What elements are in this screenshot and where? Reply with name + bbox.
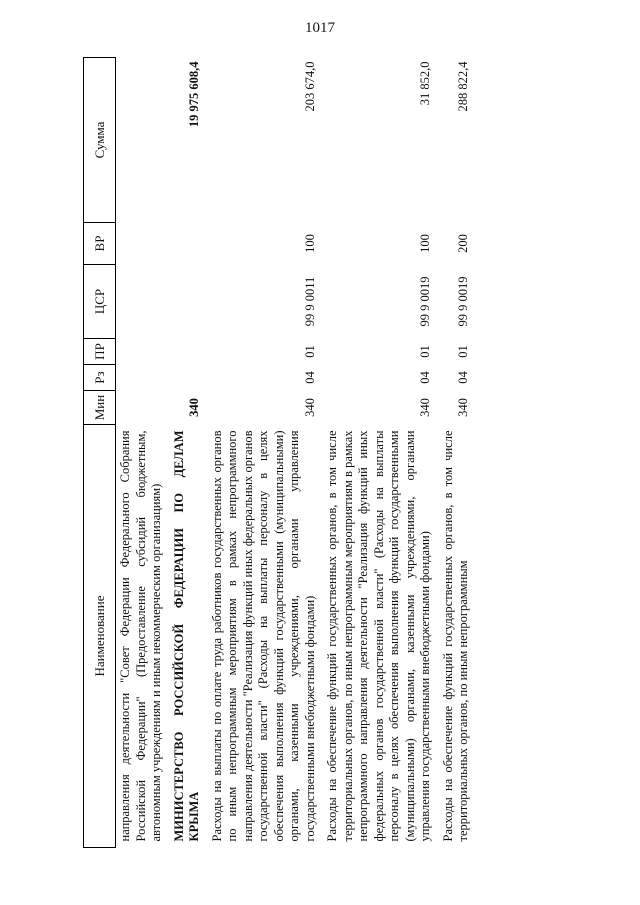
- cell-rz: 04: [456, 371, 470, 384]
- cell-pr: [116, 339, 172, 365]
- header-rz: Рз: [84, 365, 116, 391]
- cell-min: 340: [456, 398, 470, 417]
- cell-csr: 99 9 0011: [302, 276, 317, 327]
- cell-name: МИНИСТЕРСТВО РОССИЙСКОЙ ФЕДЕРАЦИИ ПО ДЕЛАМ КРЫМА: [171, 430, 201, 842]
- table-row: [116, 58, 172, 848]
- cell-sum: 19 975 608,4: [187, 61, 201, 128]
- cell-sum: 203 674,0: [302, 61, 317, 112]
- header-vr: ВР: [84, 223, 116, 265]
- cell-rz: [116, 365, 172, 391]
- table-row-section: [172, 58, 210, 848]
- cell-pr: [172, 339, 210, 365]
- cell-min: 340: [187, 398, 201, 417]
- cell-min: 340: [418, 398, 432, 417]
- cell-rz: [172, 365, 210, 391]
- header-pr: ПР: [84, 339, 116, 365]
- cell-vr: 100: [302, 234, 317, 253]
- cell-sum: 31 852,0: [418, 61, 432, 106]
- cell-vr: [116, 223, 172, 265]
- cell-name: Расходы на выплаты по оплате труда работников государственных органов по иным непрограммным мероприятиям в рамках непрограммного направления деятельности "Реализация функций иных федеральных органов государственной власти" (Расходы на выплаты персоналу в целях обеспечения выполнения функций государственными (муниципальными) органами, казенными учреждениями, органами управления государственными внебюджетными фондами): [209, 430, 317, 842]
- table-row: [441, 58, 479, 848]
- cell-vr: 200: [456, 234, 470, 253]
- table-row: [325, 58, 441, 848]
- page-number: 1017: [305, 20, 335, 36]
- table-header: [84, 58, 116, 848]
- cell-rz: 04: [302, 371, 317, 384]
- header-min: Мин: [84, 391, 116, 425]
- cell-csr: [116, 265, 172, 339]
- cell-rz: 04: [418, 371, 432, 384]
- cell-sum: [116, 58, 172, 223]
- cell-min: 340: [302, 398, 317, 417]
- header-csr: ЦСР: [84, 265, 116, 339]
- cell-sum: 288 822,4: [456, 61, 470, 112]
- cell-name: Расходы на обеспечение функций государственных органов, в том числе территориальных органов, по иным непрограммным: [440, 430, 470, 842]
- budget-table: [83, 57, 479, 848]
- cell-vr: 100: [418, 234, 432, 253]
- cell-csr: 99 9 0019: [418, 276, 432, 327]
- cell-pr: 01: [418, 345, 432, 358]
- cell-csr: [172, 265, 210, 339]
- header-name: Наименование: [84, 425, 116, 848]
- cell-min: [116, 391, 172, 425]
- cell-csr: 99 9 0019: [456, 276, 470, 327]
- table-row: [210, 58, 326, 848]
- header-sum: Сумма: [84, 58, 116, 223]
- cell-pr: 01: [456, 345, 470, 358]
- cell-pr: 01: [302, 345, 317, 358]
- cell-vr: [172, 223, 210, 265]
- cell-name: направления деятельности "Совет Федерации Федерального Собрания Российской Федерации" (Предоставление субсидий бюджетным, автономным учреждениям и иным некоммерческим организациям): [118, 430, 163, 842]
- cell-name: Расходы на обеспечение функций государственных органов, в том числе территориальных органов, по иным непрограммным мероприятиям в рамках непрограммного направления деятельности "Реализация функций иных федеральных органов государственной власти" (Расходы на выплаты персоналу в целях обеспечения выполнения функций государственными (муниципальными) органами, казенными учреждениями, органами управления государственными внебюджетными фондами): [325, 430, 432, 842]
- rotated-page-content: [83, 58, 603, 848]
